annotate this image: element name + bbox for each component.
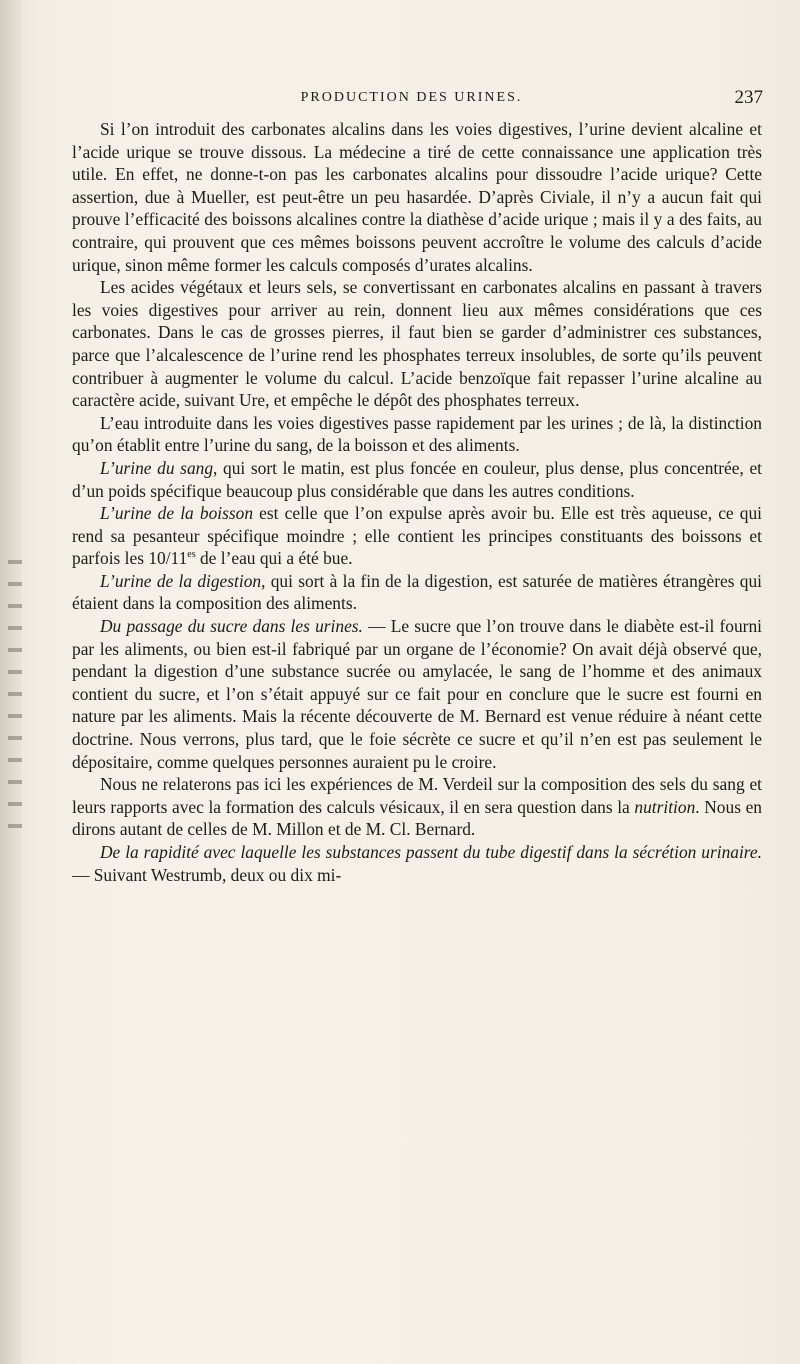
paragraph-text: est celle que l’on expulse après avoir bu. Elle est très aqueuse, ce qui rend sa pesanteur spécifique moindre ; elle contient les principes constituants des boissons et parfois les [72, 503, 762, 569]
paragraph-text: — Suivant Westrumb, deux ou dix mi- [72, 864, 342, 885]
paragraph-passage-du-sucre [72, 615, 762, 773]
body-text [72, 118, 762, 886]
italic-term: L’urine de la digestion [100, 570, 262, 591]
italic-term: L’urine de la boisson [100, 503, 254, 524]
paragraph-rapidite [72, 841, 762, 886]
paragraph-carbonates: Si l’on introduit des carbonates alcalins dans les voies digestives, l’urine devient alcaline et l’acide urique se trouve dissous. La médecine a tiré de cette connaissance une application très utile. En effet, ne donne-t-on pas les carbonates alcalins pour dissoudre l’acide urique? Cette assertion, due à Mueller, est peut-être un peu hasardée. D’après Civiale, il n’y a aucun fait qui prouve l’efficacité des boissons alcalines contre la diathèse d’acide urique ; mais il y a des faits, au contraire, qui prouvent que ces mêmes boissons peuvent accroître le volume des calculs d’acide urique, sinon même former les calculs composés d’urates alcalins. [72, 119, 762, 275]
paragraph-text: , qui sort le matin, est plus foncée en couleur, plus dense, plus concentrée, et d’un poids spécifique beaucoup plus considérable que dans les autres conditions. [72, 457, 762, 501]
paragraph-acides-vegetaux: Les acides végétaux et leurs sels, se convertissant en carbonates alcalins en passant à travers les voies digestives pour arriver au rein, donnent lieu aux mêmes considérations que ces carbonates. Dans le cas de grosses pierres, il faut bien se garder d’administrer ces substances, parce que l’alcalescence de l’urine rend les phosphates terreux insolubles, de sorte qu’ils peuvent contribuer à augmenter le volume du calcul. L’acide benzoïque fait repasser l’urine alcaline au caractère acide, suivant Ure, et empêche le dépôt des phosphates terreux. [72, 277, 762, 411]
paragraph-text: , qui sort à la fin de la digestion, est saturée de matières étrangères qui étaient dans la composition des aliments. [72, 570, 762, 614]
fraction-suffix: es [187, 549, 196, 561]
paragraph-text: de l’eau qui a été bue. [195, 548, 353, 569]
paragraph-urine-du-sang [72, 457, 762, 502]
paragraph-urine-de-la-digestion [72, 570, 762, 615]
italic-term: L’urine du sang [100, 457, 214, 478]
running-head: PRODUCTION DES URINES. [300, 90, 523, 105]
fraction: 10/11 [148, 548, 188, 569]
paragraph-eau: L’eau introduite dans les voies digestives passe rapidement par les urines ; de là, la distinction qu’on établit entre l’urine du sang, de la boisson et des aliments. [72, 412, 762, 456]
show-through-marks [8, 560, 22, 830]
paragraph-text: — Le sucre que l’on trouve dans le diabète est-il fourni par les aliments, ou bien est-il fabriqué par un organe de l’économie? On avait déjà observé que, pendant la digestion d’une substance sucrée ou amylacée, le sang de l’homme et des animaux contient du sucre, et l’on s’était appuyé sur ce fait pour en conclure que le sucre est fourni en nature par les aliments. Mais la récente découverte de M. Bernard est venue réduire à néant cette doctrine. Nous verrons, plus tard, que le foie sécrète ce sucre et qu’il n’en est pas seulement le dépositaire, comme quelques personnes auraient pu le croire. [72, 616, 762, 772]
paragraph-text: . Nous en dirons autant de celles de M. Millon et de M. Cl. Bernard. [72, 796, 762, 840]
paragraph-urine-de-la-boisson [72, 502, 762, 570]
italic-term: nutrition [634, 796, 696, 817]
italic-heading: Du passage du sucre dans les urines. [100, 616, 363, 637]
paragraph-verdeil [72, 773, 762, 841]
paragraph-text: Nous ne relaterons pas ici les expériences de M. Verdeil sur la composition des sels du sang et leurs rapports avec la formation des calculs vésicaux, il en sera question dans la [72, 774, 762, 817]
page-number: 237 [734, 87, 763, 108]
italic-heading: De la rapidité avec laquelle les substances passent du tube digestif dans la sécrétion urinaire. [100, 842, 762, 862]
page-header [60, 86, 763, 110]
